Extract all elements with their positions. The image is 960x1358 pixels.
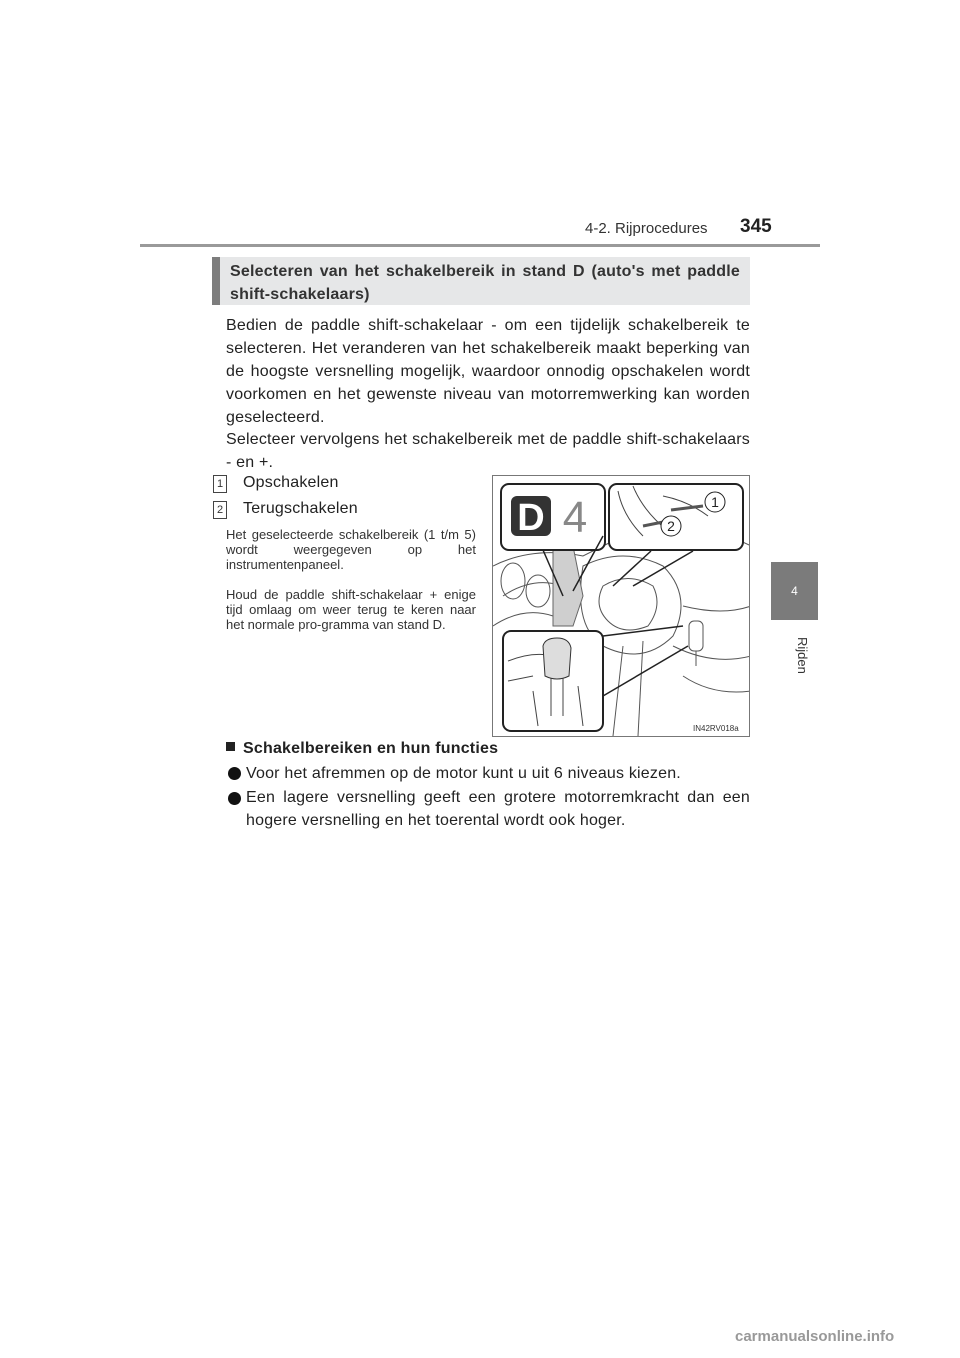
- step-label-downshift: Terugschakelen: [243, 500, 358, 517]
- step-marker-1: 1: [213, 475, 227, 493]
- bullet-icon: [228, 792, 241, 805]
- running-header-section: 4-2. Rijprocedures: [585, 220, 708, 237]
- chapter-label: Rijden: [795, 636, 810, 674]
- instruction-paragraph: Selecteer vervolgens het schakelbereik met de paddle shift-schakelaars - en +.: [226, 431, 750, 471]
- chapter-tab: [771, 562, 818, 620]
- section-title: Selecteren van het schakelbereik in stand D (auto's met paddle shift-schakelaars): [230, 263, 740, 303]
- footer-watermark: carmanualsonline.info: [735, 1328, 895, 1345]
- paddle-shift-illustration: [492, 475, 750, 737]
- bullet-lower-gear-effect: Een lagere versnelling geeft een grotere motorremkracht dan een hogere versnelling en het toerental wordt ook hoger.: [246, 789, 750, 829]
- bullet-icon: [228, 767, 241, 780]
- step-marker-2: 2: [213, 501, 227, 519]
- figure-callout-1: 1: [711, 494, 719, 510]
- header-rule: [140, 244, 820, 247]
- figure-code: IN42RV018a: [693, 724, 739, 733]
- page-number: 345: [740, 216, 772, 237]
- note-return-normal: Houd de paddle shift-schakelaar + enige tijd omlaag om weer terug te keren naar het normale pro-gramma van stand D.: [226, 587, 476, 632]
- display-letter: D: [517, 497, 545, 539]
- illustration-drawing: [493, 476, 750, 737]
- subheading-square-icon: [226, 742, 235, 751]
- display-number: 4: [562, 493, 588, 542]
- figure-callout-2: 2: [667, 518, 675, 534]
- section-heading-box: [212, 257, 750, 305]
- note-display: Het geselecteerde schakelbereik (1 t/m 5) wordt weergegeven op het instrumentenpaneel.: [226, 527, 476, 572]
- intro-paragraph: Bedien de paddle shift-schakelaar - om een tijdelijk schakelbereik te selecteren. Het veranderen van het schakelbereik maakt beperking van de hoogste versnelling mogelijk, waardoor onnodig opschakelen wordt voorkomen en het gewenste niveau van motorremwerking kan worden geselecteerd.: [226, 317, 750, 426]
- step-label-upshift: Opschakelen: [243, 474, 339, 491]
- chapter-number: 4: [791, 584, 798, 598]
- bullet-engine-braking-levels: Voor het afremmen op de motor kunt u uit 6 niveaus kiezen.: [246, 765, 681, 782]
- subsection-title: Schakelbereiken en hun functies: [243, 740, 499, 757]
